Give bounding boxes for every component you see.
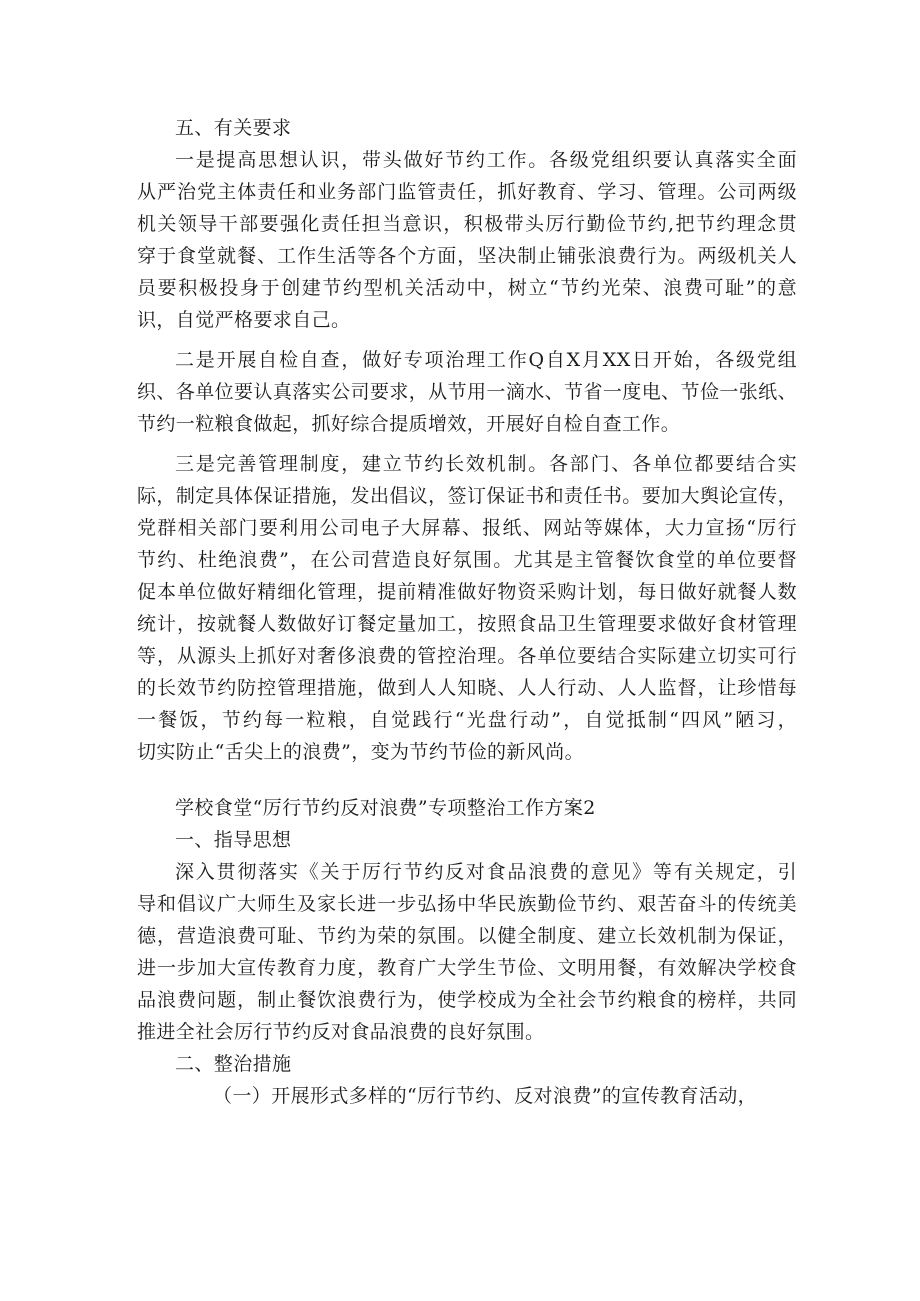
section-heading-requirements: 五、有关要求 bbox=[175, 117, 292, 139]
paragraph-line: 一是提高思想认识，带头做好节约工作。各级党组织要认真落实全面 bbox=[175, 149, 797, 171]
measure-item-1: （一）开展形式多样的“厉行节约、反对浪费”的宣传教育活动， bbox=[213, 1085, 758, 1107]
paragraph-line: 从严治党主体责任和业务部门监管责任，抓好教育、学习、管理。公司两级 bbox=[137, 181, 797, 203]
paragraph-line: 一餐饭，节约每一粒粮，自觉践行“光盘行动”，自觉抵制“四风”陋习， bbox=[137, 709, 797, 731]
paragraph-line: 二是开展自检自查，做好专项治理工作Q自X月XX日开始，各级党组 bbox=[175, 349, 797, 371]
paragraph-line: 切实防止“舌尖上的浪费”，变为节约节俭的新风尚。 bbox=[137, 741, 585, 763]
paragraph-line: 品浪费问题，制止餐饮浪费行为，使学校成为全社会节约粮食的榜样，共同 bbox=[137, 989, 797, 1011]
paragraph-line: 德，营造浪费可耻、节约为荣的氛围。以健全制度、建立长效机制为保证， bbox=[137, 925, 797, 947]
paragraph-line: 节约一粒粮食做起，抓好综合提质增效，开展好自检自查工作。 bbox=[137, 413, 681, 435]
paragraph-thinking bbox=[137, 144, 797, 336]
paragraph-line: 员要积极投身于创建节约型机关活动中，树立“节约光荣、浪费可耻”的意 bbox=[137, 277, 797, 299]
paragraph-line: 识，自觉严格要求自己。 bbox=[137, 309, 351, 331]
paragraph-line: 推进全社会厉行节约反对食品浪费的良好氛围。 bbox=[137, 1021, 545, 1043]
paragraph-line: 穿于食堂就餐、工作生活等各个方面，坚决制止铺张浪费行为。两级机关人 bbox=[137, 245, 797, 267]
section-heading-guiding-ideology: 一、指导思想 bbox=[175, 829, 292, 851]
paragraph-line: 际，制定具体保证措施，发出倡议，签订保证书和责任书。要加大舆论宣传， bbox=[137, 485, 797, 507]
paragraph-line: 机关领导干部要强化责任担当意识，积极带头厉行勤俭节约,把节约理念贯 bbox=[137, 213, 797, 235]
paragraph-line: 等，从源头上抓好对奢侈浪费的管控治理。各单位要结合实际建立切实可行 bbox=[137, 645, 797, 667]
paragraph-line: 统计，按就餐人数做好订餐定量加工，按照食品卫生管理要求做好食材管理 bbox=[137, 613, 797, 635]
paragraph-self-check bbox=[137, 344, 797, 440]
paragraph-line: 节约、杜绝浪费”，在公司营造良好氛围。尤其是主管餐饮食堂的单位要督 bbox=[137, 549, 797, 571]
paragraph-line: 导和倡议广大师生及家长进一步弘扬中华民族勤俭节约、艰苦奋斗的传统美 bbox=[137, 893, 797, 915]
paragraph-line: 织、各单位要认真落实公司要求，从节用一滴水、节省一度电、节俭一张纸、 bbox=[137, 381, 797, 403]
paragraph-line: 三是完善管理制度，建立节约长效机制。各部门、各单位都要结合实 bbox=[175, 453, 797, 475]
paragraph-line: 的长效节约防控管理措施，做到人人知晓、人人行动、人人监督，让珍惜每 bbox=[137, 677, 797, 699]
paragraph-management bbox=[137, 448, 797, 768]
paragraph-guiding-ideology bbox=[137, 856, 797, 1048]
section-heading-measures: 二、整治措施 bbox=[175, 1053, 292, 1075]
paragraph-line: 深入贯彻落实《关于厉行节约反对食品浪费的意见》等有关规定，引 bbox=[175, 861, 797, 883]
plan-title: 学校食堂“厉行节约反对浪费”专项整治工作方案2 bbox=[175, 797, 596, 819]
paragraph-line: 党群相关部门要利用公司电子大屏幕、报纸、网站等媒体，大力宣扬“厉行 bbox=[137, 517, 797, 539]
paragraph-line: 促本单位做好精细化管理，提前精准做好物资采购计划，每日做好就餐人数 bbox=[137, 581, 797, 603]
document-body bbox=[137, 112, 797, 1112]
paragraph-line: 进一步加大宣传教育力度，教育广大学生节俭、文明用餐，有效解决学校食 bbox=[137, 957, 797, 979]
